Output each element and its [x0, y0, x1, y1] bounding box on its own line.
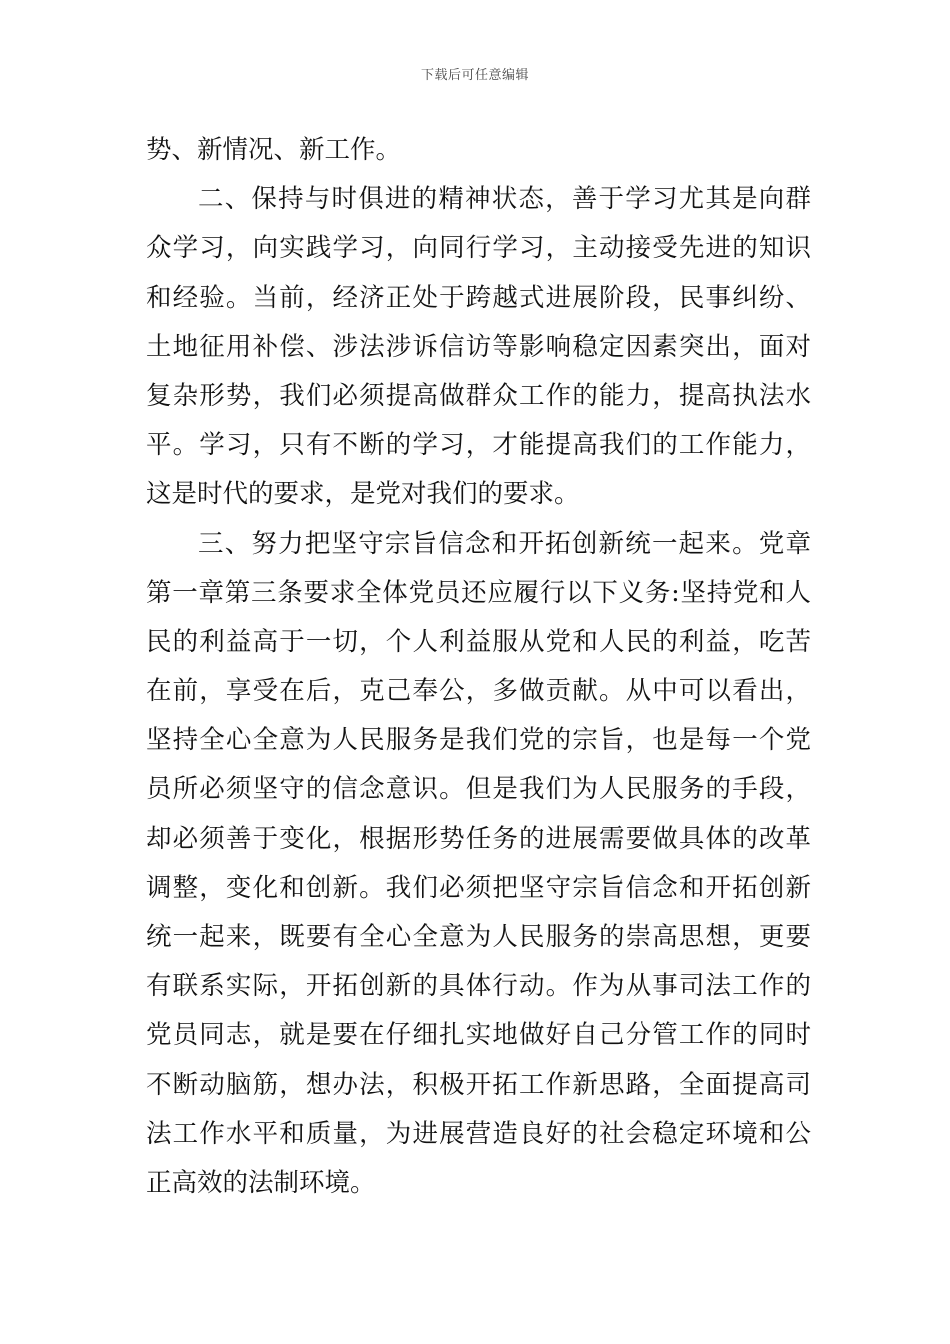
body-text: [146, 126, 811, 1208]
text-line: 第一章第三条要求全体党员还应履行以下义务:坚持党和人: [146, 577, 811, 608]
text-line: 却必须善于变化，根据形势任务的进展需要做具体的改革: [146, 823, 811, 854]
text-line: 势、新情况、新工作。: [146, 135, 402, 165]
text-line: 坚持全心全意为人民服务是我们党的宗旨，也是每一个党: [146, 725, 811, 756]
text-line: 众学习，向实践学习，向同行学习，主动接受先进的知识: [146, 233, 811, 264]
text-line: 复杂形势，我们必须提高做群众工作的能力，提高执法水: [146, 380, 811, 411]
paragraph-first-line: 二、保持与时俱进的精神状态，善于学习尤其是向群: [198, 184, 811, 215]
text-line: 正高效的法制环境。: [146, 1167, 376, 1198]
text-line: 统一起来，既要有全心全意为人民服务的崇高思想，更要: [146, 922, 811, 952]
page-header: 下载后可任意编辑: [420, 68, 529, 83]
text-line: 不断动脑筋，想办法，积极开拓工作新思路，全面提高司: [146, 1069, 811, 1100]
text-line: 民的利益高于一切，个人利益服从党和人民的利益，吃苦: [146, 626, 811, 657]
text-line: 土地征用补偿、涉法涉诉信访等影响稳定因素突出，面对: [146, 331, 811, 362]
text-line: 法工作水平和质量，为进展营造良好的社会稳定环境和公: [146, 1118, 811, 1149]
text-line: 党员同志，就是要在仔细扎实地做好自己分管工作的同时: [146, 1020, 811, 1051]
text-line: 在前，享受在后，克己奉公，多做贡献。从中可以看出，: [146, 676, 811, 707]
text-line: 这是时代的要求，是党对我们的要求。: [146, 479, 580, 510]
text-line: 有联系实际，开拓创新的具体行动。作为从事司法工作的: [146, 971, 811, 1002]
text-line: 和经验。当前，经济正处于跨越式进展阶段，民事纠纷、: [146, 282, 811, 313]
text-line: 调整，变化和创新。我们必须把坚守宗旨信念和开拓创新: [146, 872, 811, 903]
text-line: 员所必须坚守的信念意识。但是我们为人民服务的手段，: [146, 774, 811, 805]
paragraph-first-line: 三、努力把坚守宗旨信念和开拓创新统一起来。党章: [198, 528, 811, 559]
text-line: 平。学习，只有不断的学习，才能提高我们的工作能力，: [146, 430, 811, 461]
